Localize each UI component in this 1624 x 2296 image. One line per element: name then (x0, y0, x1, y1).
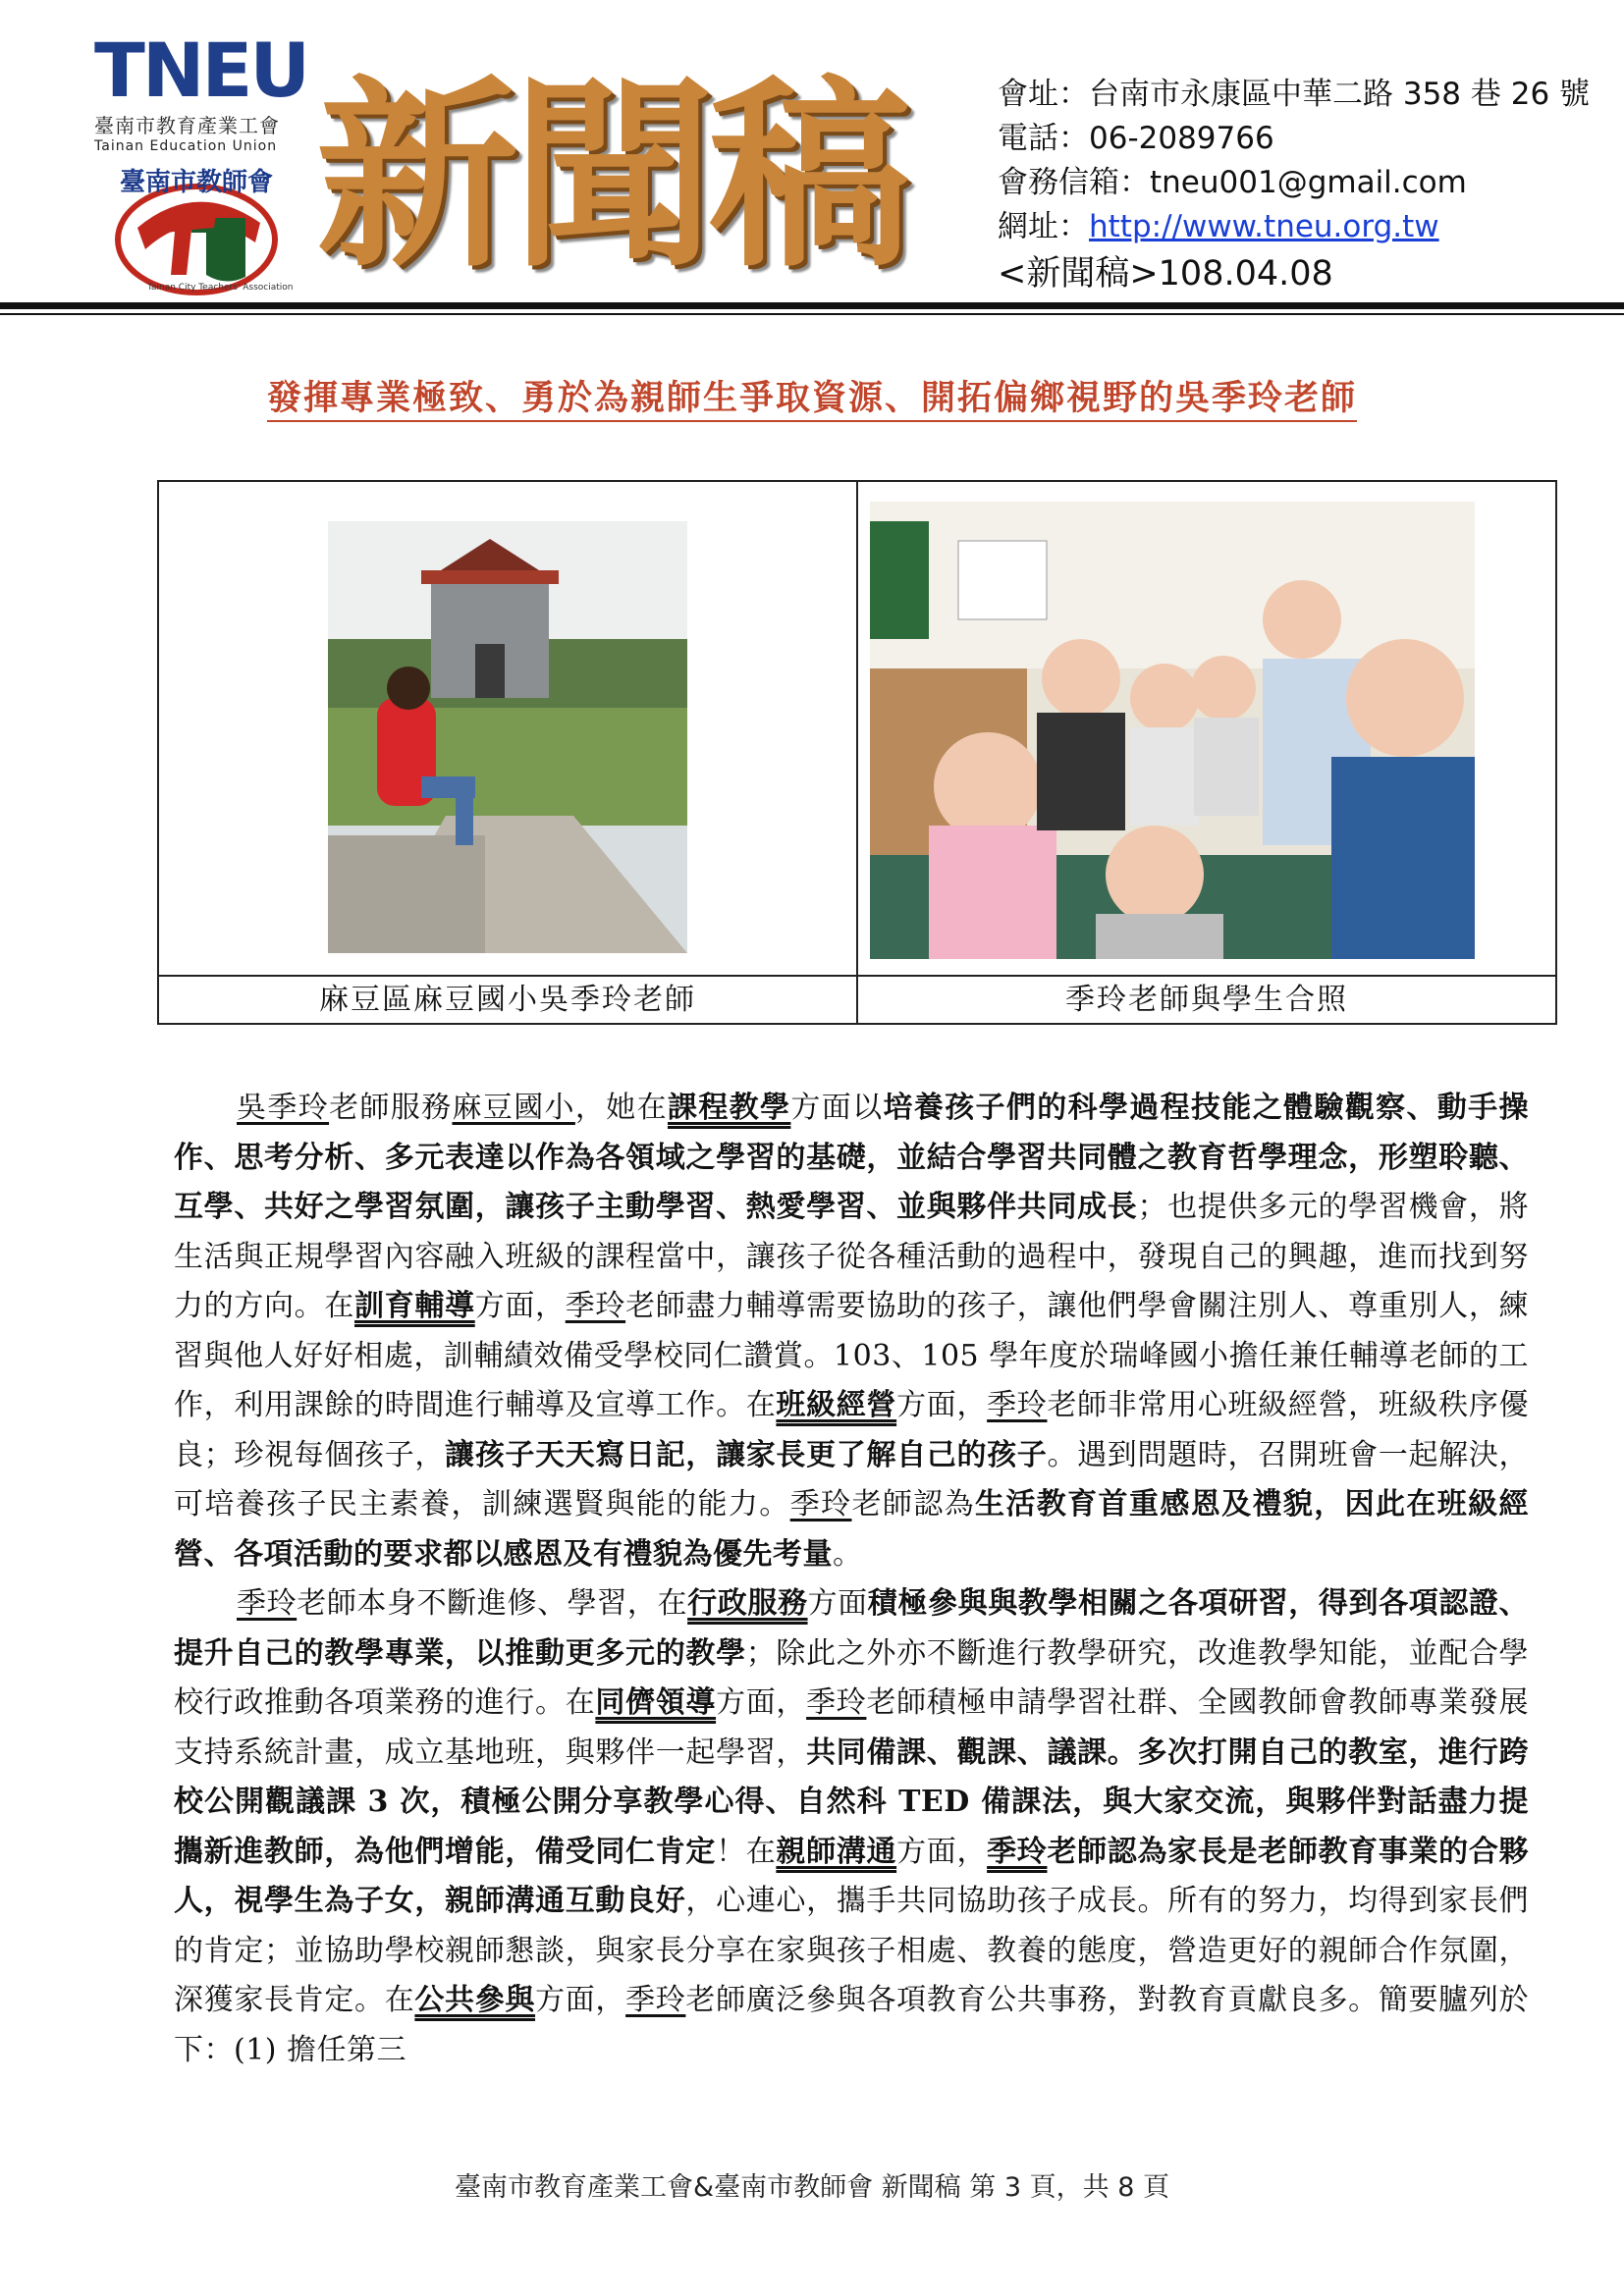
text-run: 親師溝通 (776, 1834, 897, 1869)
text-run: 老師認為家長是老師教育事業的合夥人，視學生為子女，親師溝通互動良好 (174, 1834, 1530, 1918)
teachers-association-seal-icon (98, 159, 295, 296)
text-run: 方面以 (790, 1091, 884, 1125)
release-date: <新聞稿>108.04.08 (998, 254, 1333, 294)
text-run: ，心連心，攜手共同協助孩子成長。所有的努力，均得到家長們的肯定；並協助學校親師懇談，與家長分享在家與孩子相處、教養的態度，營造更好的親師合作氛圍，深獲家長肯定。在 (174, 1884, 1530, 2017)
photo-caption-left: 麻豆區麻豆國小吳季玲老師 (319, 983, 696, 1017)
teacher-with-students-photo (870, 502, 1475, 959)
text-run: 方面 (807, 1586, 868, 1621)
text-run: 吳季玲 (237, 1091, 330, 1125)
text-run: 季玲 (806, 1685, 867, 1720)
text-run: 班級經營 (776, 1388, 897, 1422)
text-run: 方面， (896, 1834, 988, 1869)
text-run: 麻豆國小 (452, 1091, 575, 1125)
website (998, 205, 1590, 249)
union-logo (94, 27, 308, 154)
text-run: 老師本身不斷進修、學習，在 (297, 1586, 688, 1621)
contact-info (998, 73, 1590, 298)
text-run: 方面， (474, 1289, 566, 1323)
text-run: 季玲 (237, 1586, 298, 1621)
text-run: 老師廣泛參與各項教育公共事務，對教育貢獻良多。簡要臚列於下：(1) 擔任第三 (174, 1983, 1530, 2067)
article-body (174, 1084, 1529, 2075)
table-divider-vertical (856, 482, 858, 1023)
press-release-title: 新聞稿 (316, 59, 906, 294)
email: 會務信箱：tneu001@gmail.com (998, 165, 1467, 200)
text-run: ，她在 (574, 1091, 668, 1125)
text-run: 季玲 (565, 1289, 626, 1323)
text-run: ；除此之外亦不斷進行教學研究，改進教學知能，並配合學校行政推動各項業務的進行。在 (174, 1635, 1530, 1720)
text-run: 老師服務 (329, 1091, 453, 1125)
text-run: 課程教學 (667, 1091, 791, 1125)
text-run: 公共參與 (414, 1983, 536, 2017)
text-run: 積極參與與教學相關之各項研習，得到各項認證、提升自己的教學專業，以推動更多元的教學 (174, 1586, 1530, 1671)
union-name-cn: 臺南市教育產業工會 (94, 114, 280, 137)
photo-table (157, 480, 1557, 1025)
headline-text: 發揮專業極致、勇於為親師生爭取資源、開拓偏鄉視野的吳季玲老師 (267, 378, 1357, 422)
text-run: 季玲 (987, 1388, 1048, 1422)
text-run: 。 (833, 1536, 863, 1572)
text-run: 培養孩子們的科學過程技能之體驗觀察、動手操作、思考分析、多元表達以作為各領域之學習的基礎，並結合學習共同體之教育哲學理念，形塑聆聽、互學、共好之學習氛圍，讓孩子主動學習、熱愛學習、並與夥伴共同成長 (174, 1091, 1530, 1224)
tneu-logo-text: TNEU (94, 27, 308, 114)
text-run: 。遇到問題時，召開班會一起解決，可培養孩子民主素養，訓練選賢與能的能力。 (174, 1437, 1530, 1522)
text-run: ！在 (716, 1834, 777, 1869)
text-run: 訓育輔導 (354, 1289, 475, 1323)
text-run: 老師盡力輔導需要協助的孩子，讓他們學會關注別人、尊重別人，練習與他人好好相處，訓輔績效備受學校同仁讚賞。103、105 學年度於瑞峰國小擔任兼任輔導老師的工作，利用課餘的時間進行輔導及宣導工作。在 (174, 1289, 1530, 1422)
text-run: 老師積極申請學習社群、全國教師會教師專業發展支持系統計畫，成立基地班，與夥伴一起學習， (174, 1685, 1530, 1770)
text-run: 方面， (716, 1685, 807, 1720)
text-run: 讓孩子天天寫日記，讓家長更了解自己的孩子 (445, 1437, 1048, 1472)
text-run: 老師非常用心班級經營，班級秩序優良；珍視每個孩子， (174, 1388, 1530, 1472)
text-run: 方面， (896, 1388, 988, 1422)
page-footer: 臺南市教育產業工會&臺南市教師會 新聞稿 第 3 頁，共 8 頁 (455, 2172, 1169, 2203)
article-paragraph-2 (174, 1579, 1529, 2075)
seal-english-name: Tainan City Teachers' Association (147, 283, 294, 293)
seal-text: 臺南市教師會 (119, 168, 274, 197)
article-paragraph-1 (174, 1084, 1529, 1579)
text-run: 行政服務 (687, 1586, 808, 1621)
article-headline (0, 371, 1624, 420)
website-link[interactable]: http://www.tneu.org.tw (1089, 209, 1439, 244)
phone: 電話：06-2089766 (998, 121, 1274, 156)
header-divider-thick (0, 302, 1624, 309)
union-name-en: Tainan Education Union (94, 138, 278, 154)
text-run: ；也提供多元的學習機會，將生活與正規學習內容融入班級的課程當中，讓孩子從各種活動的過程中，發現自己的興趣，進而找到努力的方向。在 (174, 1190, 1529, 1323)
text-run: 季玲 (987, 1834, 1048, 1869)
text-run: 季玲 (789, 1487, 852, 1522)
address: 會址：台南市永康區中華二路 358 巷 26 號 (998, 77, 1591, 112)
website-label: 網址： (998, 209, 1089, 244)
photo-caption-right: 季玲老師與學生合照 (1065, 983, 1348, 1017)
text-run: 同儕領導 (595, 1685, 717, 1720)
text-run: 生活教育首重感恩及禮貌，因此在班級經營、各項活動的要求都以感恩及有禮貌為優先考量 (174, 1487, 1530, 1572)
text-run: 方面， (535, 1983, 626, 2017)
text-run: 季玲 (625, 1983, 686, 2017)
teacher-portrait-photo (328, 521, 687, 953)
text-run: 共同備課、觀課、議課。多次打開自己的教室，進行跨校公開觀議課 3 次，積極公開分享教學心得、自然科 TED 備課法，與大家交流，與夥伴對話盡力提攜新進教師，為他們增能，備受同仁肯定 (174, 1735, 1530, 1869)
header-divider-thin (0, 313, 1624, 315)
text-run: 老師認為 (851, 1487, 976, 1522)
